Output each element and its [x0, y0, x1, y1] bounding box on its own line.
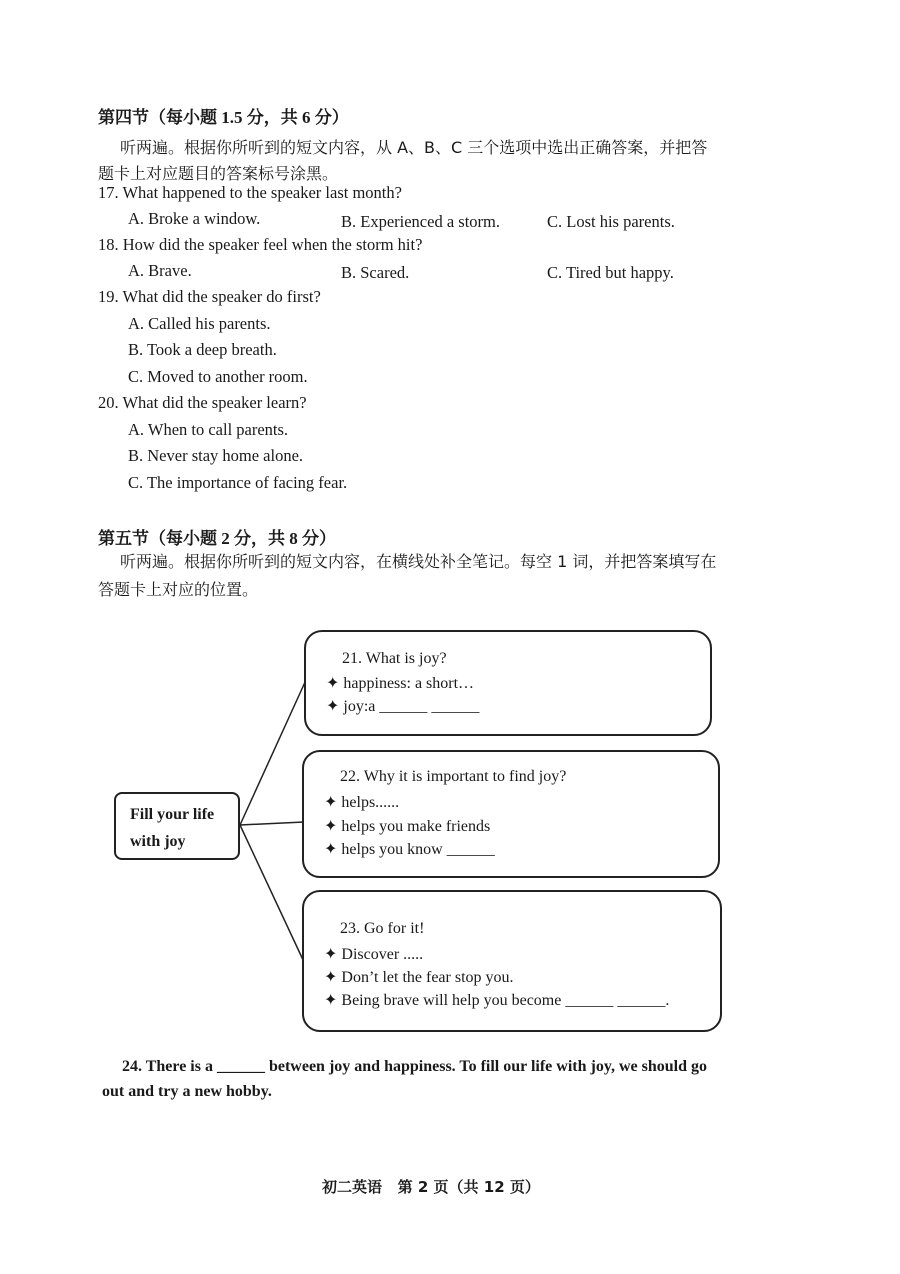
q19-option-a: A. Called his parents.	[128, 314, 271, 333]
node23-line3: ✦ Being brave will help you become ______ ______.	[324, 992, 670, 1009]
q20-option-a: A. When to call parents.	[128, 420, 289, 439]
section4-title: 第四节（每小题 1.5 分，共 6 分）	[98, 108, 349, 127]
section5-instruction-line2: 答题卡上对应的位置。	[98, 580, 259, 599]
node22-line2: ✦ helps you make friends	[324, 818, 491, 835]
node23-title: 23. Go for it!	[340, 920, 425, 937]
section4-instruction-line2: 题卡上对应题目的答案标号涂黑。	[98, 164, 339, 183]
mindmap-node-21	[304, 630, 712, 736]
question-24-line1: 24. There is a ______ between joy and happiness. To fill our life with joy, we should go	[122, 1058, 707, 1075]
section4-instruction-line1: 听两遍。根据你所听到的短文内容，从 A、B、C 三个选项中选出正确答案，并把答	[120, 138, 708, 157]
q20-option-c: C. The importance of facing fear.	[128, 473, 348, 492]
q17-option-a: A. Broke a window.	[128, 209, 261, 228]
page-footer: 初二英语 第 2 页（共 12 页）	[322, 1178, 540, 1196]
section5-instruction-line1: 听两遍。根据你所听到的短文内容，在横线处补全笔记。每空 1 词，并把答案填写在	[120, 552, 717, 571]
question-24-line2: out and try a new hobby.	[102, 1083, 272, 1100]
node22-title: 22. Why it is important to find joy?	[340, 768, 567, 785]
q18-option-b: B. Scared.	[341, 263, 410, 282]
q19-option-c: C. Moved to another room.	[128, 367, 308, 386]
question-17: 17. What happened to the speaker last month?	[98, 183, 402, 202]
q17-option-c: C. Lost his parents.	[547, 212, 675, 231]
question-20: 20. What did the speaker learn?	[98, 393, 307, 412]
connector-to-box1	[240, 680, 306, 825]
q18-option-c: C. Tired but happy.	[547, 263, 674, 282]
mindmap-node-23	[302, 890, 722, 1032]
node21-line1: ✦ happiness: a short…	[326, 675, 475, 692]
mindmap-center-node	[114, 792, 240, 860]
q17-option-b: B. Experienced a storm.	[341, 212, 500, 231]
connector-to-box3	[240, 825, 304, 962]
center-line1: Fill your life	[130, 806, 215, 823]
mindmap-node-22	[302, 750, 720, 878]
q18-option-a: A. Brave.	[128, 261, 192, 280]
node22-line1: ✦ helps......	[324, 794, 400, 811]
node22-line3: ✦ helps you know ______	[324, 841, 495, 858]
node23-line1: ✦ Discover .....	[324, 946, 424, 963]
section5-title: 第五节（每小题 2 分，共 8 分）	[98, 529, 336, 548]
node21-line2: ✦ joy:a ______ ______	[326, 698, 480, 715]
center-line2: with joy	[130, 833, 186, 850]
node21-title: 21. What is joy?	[342, 650, 447, 667]
node23-line2: ✦ Don’t let the fear stop you.	[324, 969, 514, 986]
question-18: 18. How did the speaker feel when the storm hit?	[98, 235, 423, 254]
q19-option-b: B. Took a deep breath.	[128, 340, 277, 359]
connector-to-box2	[240, 822, 304, 825]
q20-option-b: B. Never stay home alone.	[128, 446, 304, 465]
question-19: 19. What did the speaker do first?	[98, 287, 321, 306]
